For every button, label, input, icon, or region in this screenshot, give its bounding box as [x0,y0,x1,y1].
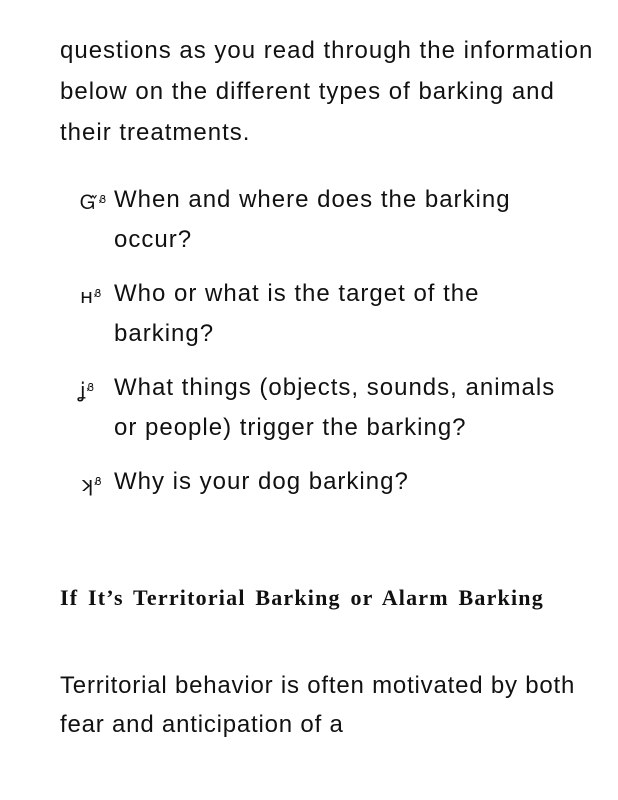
question-text: Why is your dog barking? [114,468,409,495]
question-list [0,180,618,502]
list-item [0,462,618,502]
bullet-glyph-icon: ʝ$^Ᏸ$ [80,378,95,402]
bullet-glyph-icon: $н^Ᏸ$ [80,284,102,308]
body-paragraph: Territorial behavior is often motivated by both fear and anticipation of a [60,672,576,738]
section-heading: If It’s Territorial Barking or Alarm Barking [60,585,544,610]
question-text: Who or what is the target of the barking? [114,280,480,347]
bullet-glyph-icon: ʞ$^Ᏸ$ [80,472,102,496]
bullet-glyph-icon: Ᏻ$^Ᏸ$ [80,190,107,214]
question-text: When and where does the barking occur? [114,186,511,253]
intro-paragraph: questions as you read through the information below on the different types of barking and their treatments. [60,37,594,146]
question-text: What things (objects, sounds, animals or people) trigger the barking? [114,374,556,441]
list-item [0,368,618,448]
list-item [0,180,618,260]
list-item [0,274,618,354]
